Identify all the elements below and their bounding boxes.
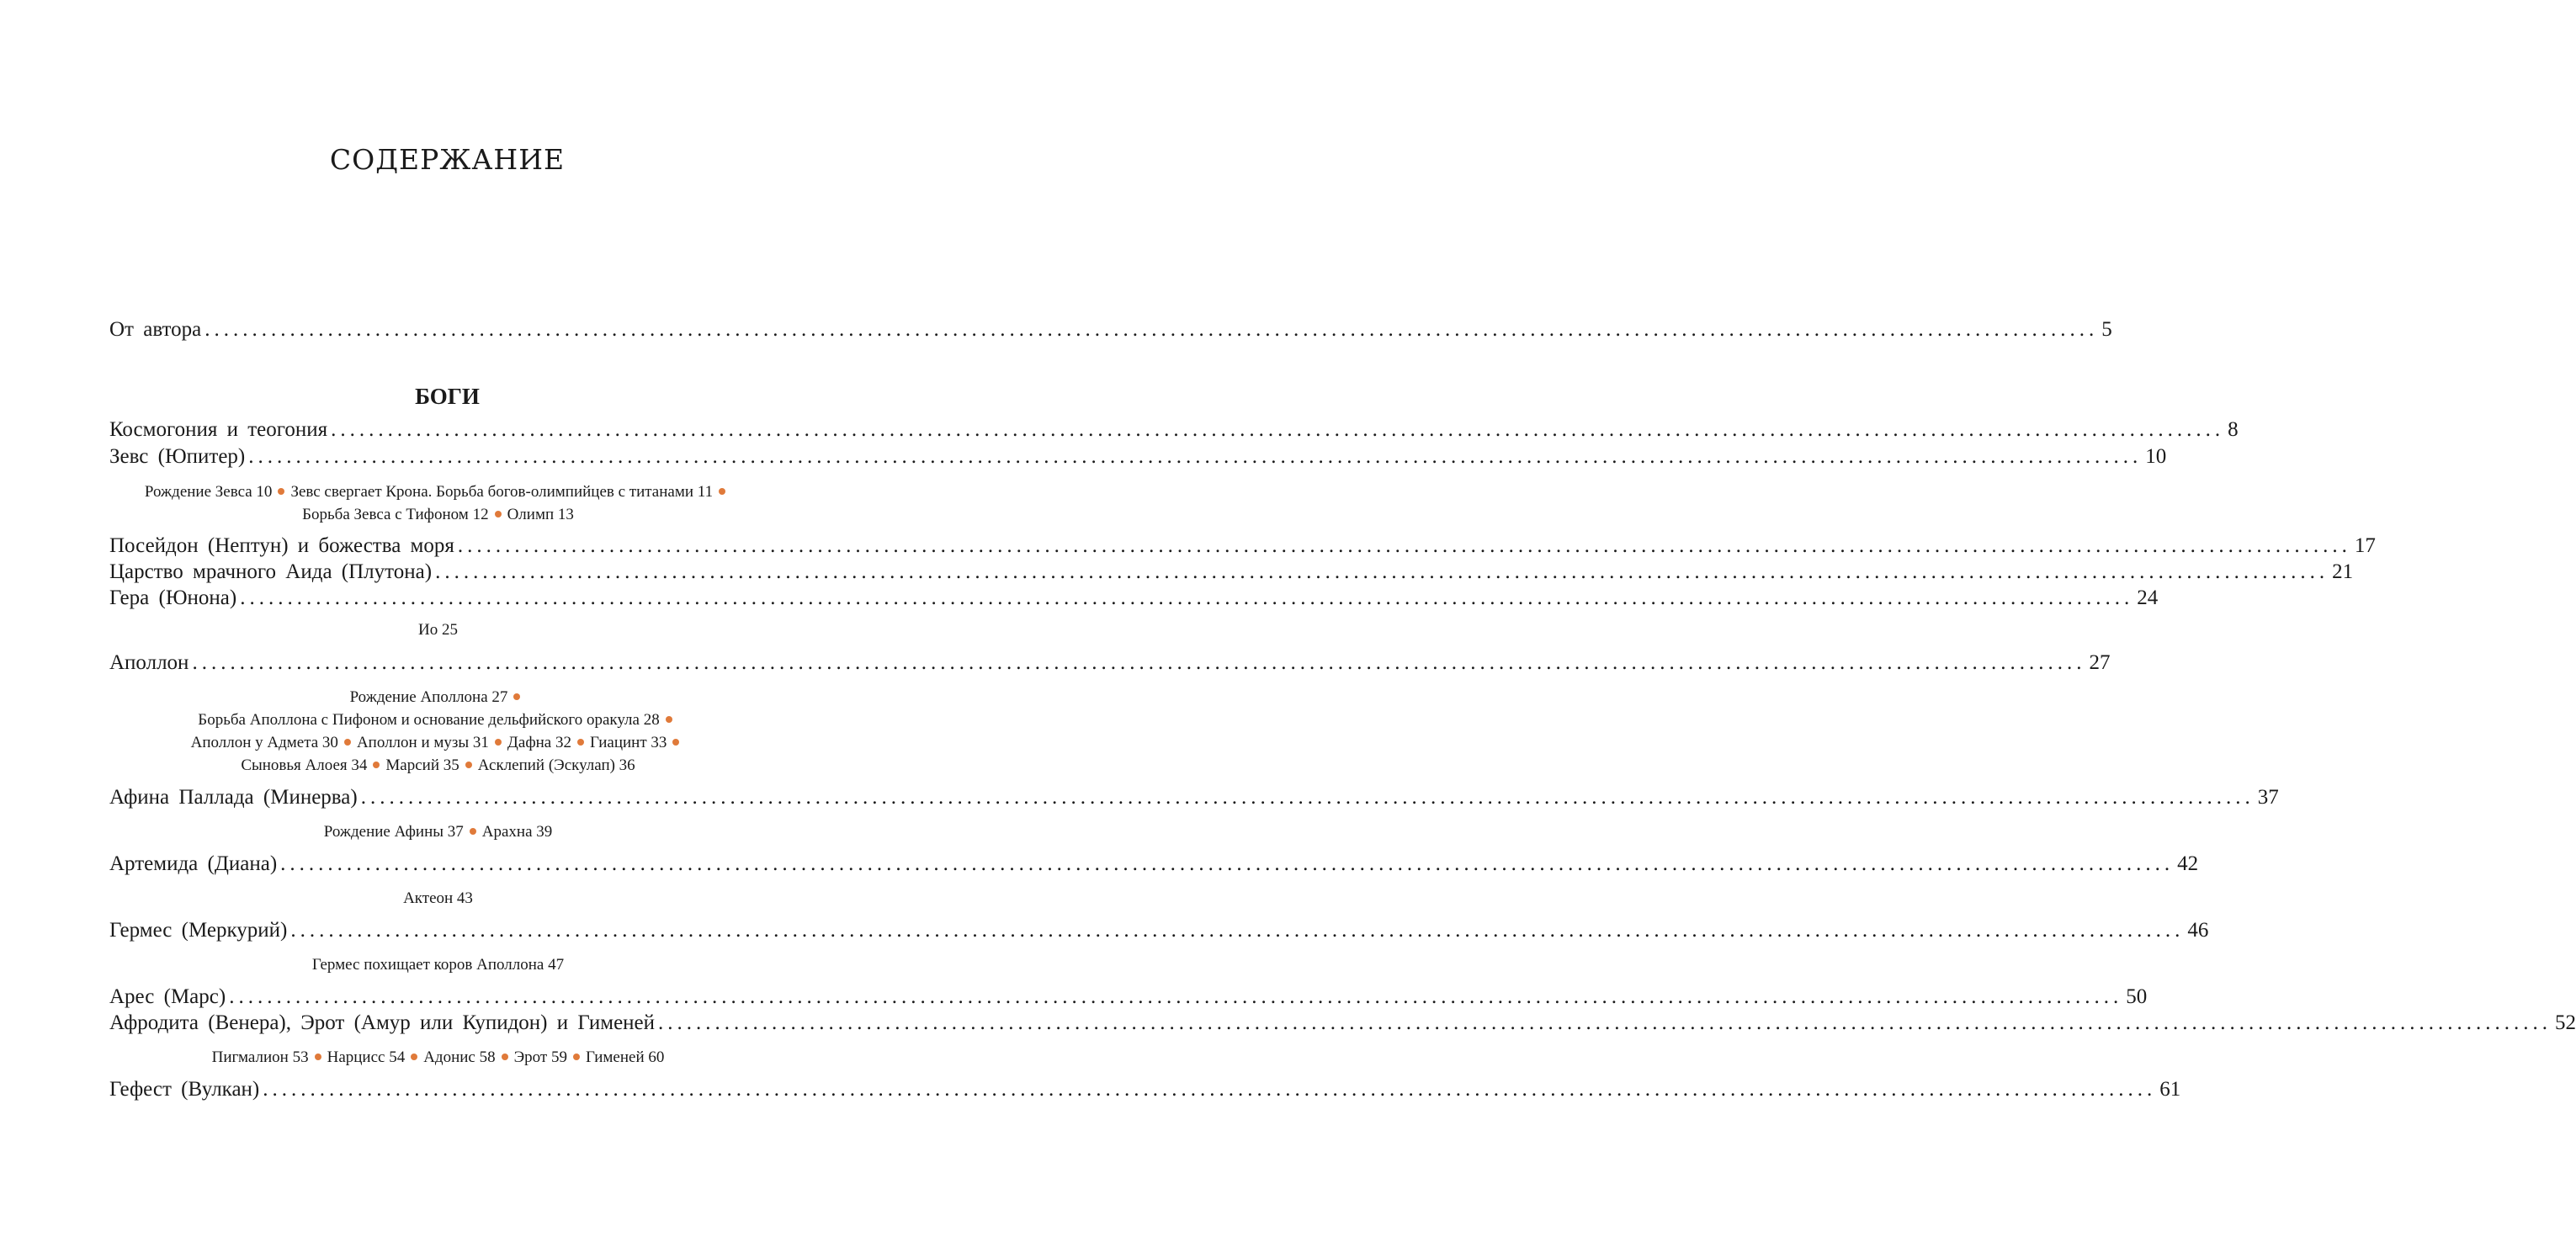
bullet-dot-icon: [470, 828, 476, 835]
entry-page: 50: [2126, 985, 2148, 1008]
entry-label: Афродита (Венера), Эрот (Амур или Купидон) и Гименей: [109, 1011, 656, 1034]
subentries-athena: [109, 820, 767, 843]
subentry-item[interactable]: Марсий 35: [385, 756, 459, 774]
subentry-line: [109, 820, 767, 843]
subentry-line: [109, 887, 767, 910]
entry-page: 8: [2228, 418, 2239, 441]
section-heading: БОГИ: [415, 384, 480, 409]
subentry-line: [109, 953, 767, 976]
dot-leader: ........................................................................................................................................................................................................: [204, 318, 2099, 341]
toc-entry[interactable]: [109, 917, 2209, 944]
entry-page: 17: [2354, 534, 2376, 557]
entry-label: Афина Паллада (Минерва): [109, 786, 358, 809]
dot-leader: ........................................................................................................................................................................................................: [248, 445, 2143, 468]
bullet-dot-icon: [573, 1054, 580, 1060]
bullet-dot-icon: [465, 762, 472, 768]
bullet-dot-icon: [672, 739, 679, 746]
toc-entry[interactable]: [109, 1010, 2576, 1037]
dot-leader: ........................................................................................................................................................................................................: [435, 560, 2329, 583]
toc-entry[interactable]: [109, 533, 2376, 560]
bullet-dot-icon: [315, 1054, 321, 1060]
subentry-item[interactable]: Борьба Зевса с Тифоном 12: [302, 506, 489, 523]
subentry-line: [109, 754, 767, 777]
bullet-dot-icon: [666, 716, 672, 723]
subentry-item[interactable]: Рождение Аполлона 27: [349, 688, 508, 706]
toc-entry[interactable]: [109, 585, 2159, 612]
entry-label: Артемида (Диана): [109, 852, 278, 875]
subentry-line: [109, 709, 767, 731]
entry-page: 10: [2145, 445, 2167, 468]
dot-leader: ........................................................................................................................................................................................................: [240, 586, 2134, 609]
dot-leader: ........................................................................................................................................................................................................: [192, 651, 2086, 674]
subentry-item[interactable]: Аполлон и музы 31: [356, 734, 489, 751]
toc-entry[interactable]: [109, 417, 2239, 443]
entry-label: Арес (Марс): [109, 985, 226, 1008]
subentry-item[interactable]: Дафна 32: [507, 734, 571, 751]
dot-leader: ........................................................................................................................................................................................................: [290, 919, 2185, 942]
dot-leader: ........................................................................................................................................................................................................: [280, 852, 2175, 875]
subentry-item[interactable]: Актеон 43: [403, 889, 473, 907]
subentry-item[interactable]: Пигмалион 53: [211, 1048, 309, 1066]
entry-label: От автора: [109, 318, 202, 341]
subentry-item[interactable]: Гермес похищает коров Аполлона 47: [311, 956, 565, 974]
entry-label: Гермес (Меркурий): [109, 919, 288, 942]
entry-page: 46: [2187, 919, 2209, 942]
entry-label: Зевс (Юпитер): [109, 445, 246, 468]
bullet-dot-icon: [502, 1054, 508, 1060]
bullet-dot-icon: [719, 488, 725, 495]
subentries-aphrodite: [109, 1046, 767, 1069]
entry-label: Гера (Юнона): [109, 586, 237, 609]
subentry-item[interactable]: Рождение Афины 37: [323, 823, 464, 841]
subentry-item[interactable]: Нарцисс 54: [327, 1048, 406, 1066]
toc-entry-author[interactable]: [109, 316, 2112, 343]
dot-leader: ........................................................................................................................................................................................................: [263, 1078, 2157, 1101]
toc-entry[interactable]: [109, 784, 2279, 811]
entry-page: 42: [2177, 852, 2199, 875]
subentry-item[interactable]: Адонис 58: [423, 1048, 496, 1066]
page-title: СОДЕРЖАНИЕ: [329, 143, 566, 176]
entry-label: Космогония и теогония: [109, 418, 328, 441]
toc-entry[interactable]: [109, 443, 2167, 470]
subentry-item[interactable]: Гименей 60: [585, 1048, 665, 1066]
entry-page: 37: [2257, 786, 2279, 809]
subentry-item[interactable]: Гиацинт 33: [589, 734, 667, 751]
subentry-line: [109, 686, 767, 709]
dot-leader: ........................................................................................................................................................................................................: [360, 786, 2255, 809]
entry-page: 5: [2101, 318, 2112, 341]
dot-leader: ........................................................................................................................................................................................................: [457, 534, 2351, 557]
entry-label: Аполлон: [109, 651, 189, 674]
entry-page: 24: [2137, 586, 2159, 609]
subentries-artemis: [109, 887, 767, 910]
subentry-line: [109, 480, 767, 503]
toc-entry[interactable]: [109, 851, 2199, 878]
subentry-line: [109, 731, 767, 754]
subentry-item[interactable]: Асклепий (Эскулап) 36: [477, 756, 635, 774]
subentries-hera: [109, 618, 767, 641]
subentry-item[interactable]: Аполлон у Адмета 30: [190, 734, 338, 751]
bullet-dot-icon: [344, 739, 351, 746]
bullet-dot-icon: [373, 762, 380, 768]
subentry-item[interactable]: Сыновья Алоея 34: [241, 756, 368, 774]
toc-entry[interactable]: [109, 984, 2148, 1011]
subentry-item[interactable]: Олимп 13: [507, 506, 574, 523]
subentries-apollo: [109, 686, 767, 777]
toc-entry[interactable]: [109, 559, 2354, 586]
subentry-line: [109, 1046, 767, 1069]
subentry-line: [109, 618, 767, 641]
dot-leader: ........................................................................................................................................................................................................: [229, 985, 2123, 1008]
subentry-item[interactable]: Арахна 39: [481, 823, 553, 841]
entry-page: 27: [2089, 651, 2111, 674]
entry-page: 21: [2332, 560, 2354, 583]
subentry-item[interactable]: Борьба Аполлона с Пифоном и основание дельфийского оракула 28: [198, 711, 660, 729]
subentries-zeus: [109, 480, 767, 526]
bullet-dot-icon: [495, 739, 502, 746]
entry-label: Гефест (Вулкан): [109, 1078, 260, 1101]
toc-entry[interactable]: [109, 1076, 2181, 1103]
entry-label: Посейдон (Нептун) и божества моря: [109, 534, 454, 557]
subentry-item[interactable]: Ио 25: [418, 621, 458, 639]
subentry-item[interactable]: Эрот 59: [513, 1048, 567, 1066]
bullet-dot-icon: [278, 488, 284, 495]
bullet-dot-icon: [495, 511, 502, 518]
toc-entry[interactable]: [109, 650, 2111, 677]
entry-page: 61: [2159, 1078, 2181, 1101]
bullet-dot-icon: [411, 1054, 417, 1060]
subentry-line: [109, 503, 767, 526]
subentry-item[interactable]: Зевс свергает Крона. Борьба богов-олимпийцев с титанами 11: [290, 483, 714, 501]
entry-page: 52: [2555, 1011, 2576, 1034]
bullet-dot-icon: [577, 739, 584, 746]
dot-leader: ........................................................................................................................................................................................................: [658, 1011, 2552, 1034]
subentry-item[interactable]: Рождение Зевса 10: [144, 483, 273, 501]
bullet-dot-icon: [513, 693, 520, 700]
entry-label: Царство мрачного Аида (Плутона): [109, 560, 433, 583]
subentries-hermes: [109, 953, 767, 976]
dot-leader: ........................................................................................................................................................................................................: [331, 418, 2225, 441]
